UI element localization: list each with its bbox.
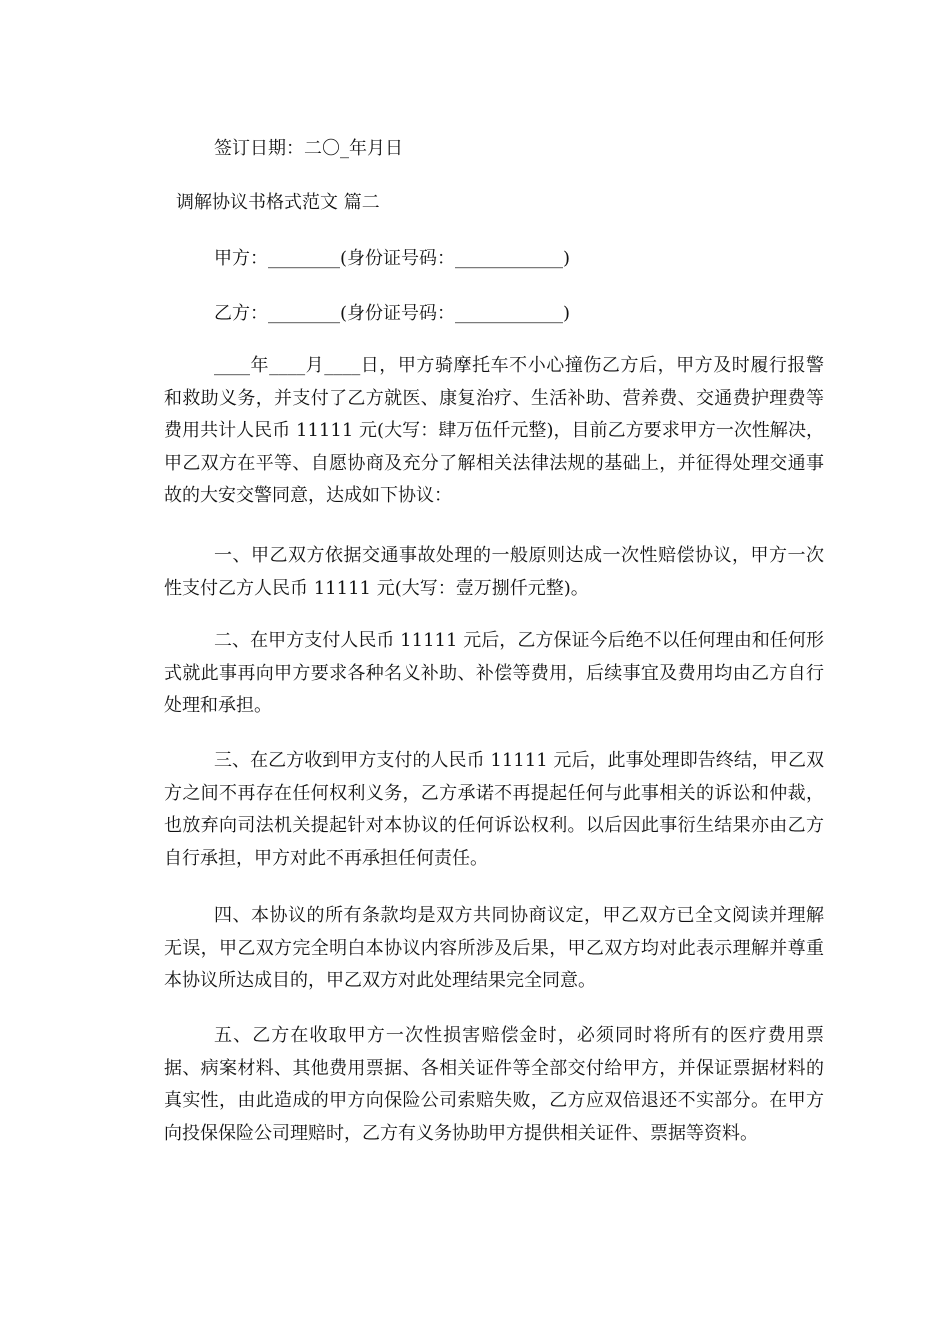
section-title: 调解协议书格式范文 篇二 xyxy=(176,192,380,213)
party-b-line: 乙方：________(身份证号码：____________) xyxy=(214,303,571,324)
paragraph-clause-1: 一、甲乙双方依据交通事故处理的一般原则达成一次性赔偿协议，甲方一次性支付乙方人民币 11111 元(大写：壹万捌仟元整)。 xyxy=(164,545,824,599)
paragraph-clause-2: 二、在甲方支付人民币 11111 元后，乙方保证今后绝不以任何理由和任何形式就此事再向甲方要求各种名义补助、补偿等费用，后续事宜及费用均由乙方自行处理和承担。 xyxy=(164,630,824,716)
party-a-line: 甲方：________(身份证号码：____________) xyxy=(214,248,571,269)
paragraph-clause-5: 五、乙方在收取甲方一次性损害赔偿金时，必须同时将所有的医疗费用票据、病案材料、其他费用票据、各相关证件等全部交付给甲方，并保证票据材料的真实性，由此造成的甲方向保险公司索赔失败，乙方应双倍退还不实部分。在甲方向投保保险公司理赔时，乙方有义务协助甲方提供相关证件、票据等资料。 xyxy=(164,1025,824,1144)
paragraph-clause-3: 三、在乙方收到甲方支付的人民币 11111 元后，此事处理即告终结，甲乙双方之间不再存在任何权利义务，乙方承诺不再提起任何与此事相关的诉讼和仲裁，也放弃向司法机关提起针对本协议的任何诉讼权利。以后因此事衍生结果亦由乙方自行承担，甲方对此不再承担任何责任。 xyxy=(164,750,824,869)
paragraph-intro: ____年____月____日，甲方骑摩托车不小心撞伤乙方后，甲方及时履行报警和救助义务，并支付了乙方就医、康复治疗、生活补助、营养费、交通费护理费等费用共计人民币 11111 元(大写：肆万伍仟元整)，目前乙方要求甲方一次性解决，甲乙双方在平等、自愿协商及充分了解相关法律法规的基础上，并征得处理交通事故的大安交警同意，达成如下协议： xyxy=(164,355,824,506)
sign-date-line: 签订日期：二〇_年月日 xyxy=(214,138,403,159)
paragraph-clause-4: 四、本协议的所有条款均是双方共同协商议定，甲乙双方已全文阅读并理解无误，甲乙双方完全明白本协议内容所涉及后果，甲乙双方均对此表示理解并尊重本协议所达成目的，甲乙双方对此处理结果完全同意。 xyxy=(164,905,824,991)
